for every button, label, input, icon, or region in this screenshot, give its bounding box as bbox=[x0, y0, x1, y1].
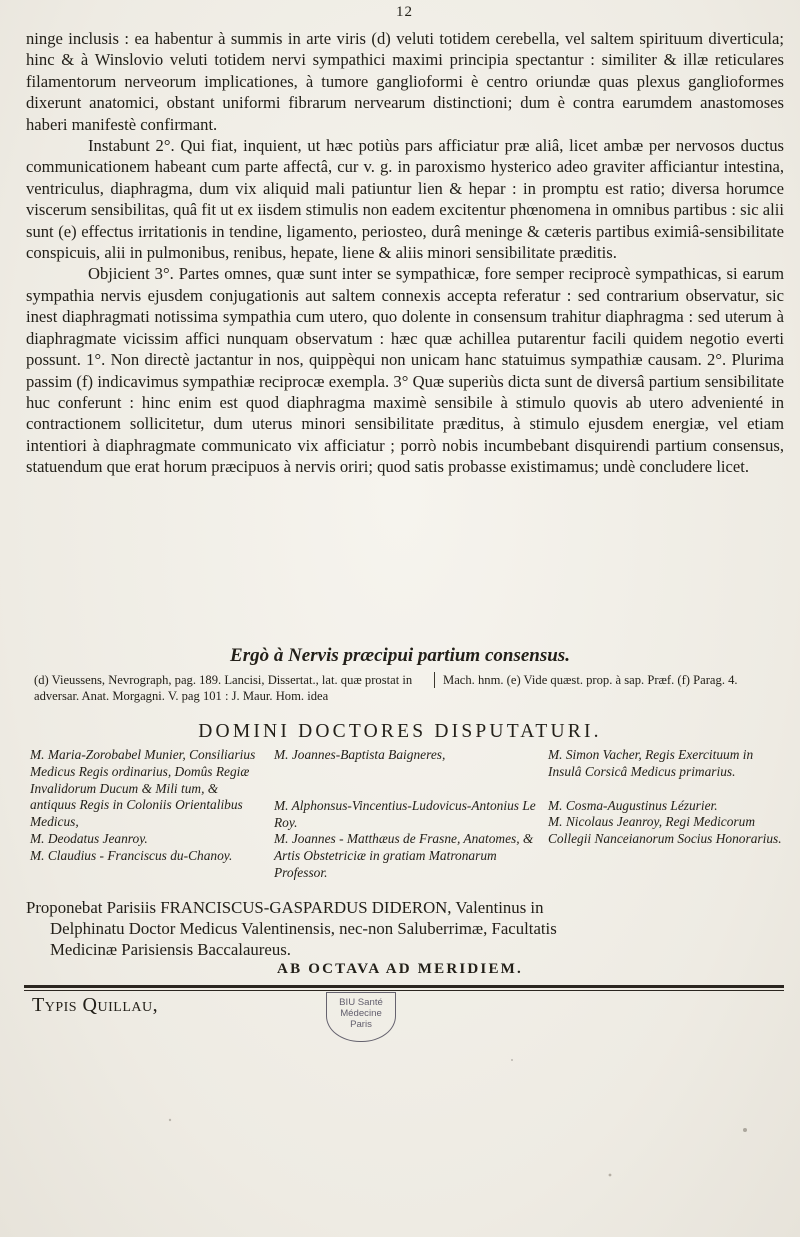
library-stamp bbox=[326, 992, 396, 1042]
doctor-entry: M. Alphonsus-Vincentius-Ludovicus-Antonius Le Roy. bbox=[274, 797, 536, 830]
doctor-entry: M. Joannes - Matthæus de Frasne, Anatomes, & Artis Obstetriciæ in gratiam Matronarum Professor. bbox=[274, 831, 534, 880]
footnote-right: Mach. hnm. (e) Vide quæst. prop. à sap. Præf. (f) Parag. 4. bbox=[434, 672, 773, 688]
doctors-banner: DOMINI DOCTORES DISPUTATURI. bbox=[198, 721, 602, 742]
stamp-line: Paris bbox=[350, 1019, 372, 1030]
divider-rule-thin bbox=[24, 990, 784, 991]
doctor-entry: M. Nicolaus Jeanroy, Regi Medicorum Collegii Nanceianorum Socius Honorarius. bbox=[548, 814, 782, 847]
doctors-column-2 bbox=[274, 747, 538, 882]
doctors-column-1 bbox=[30, 747, 266, 865]
divider-rule bbox=[24, 985, 784, 988]
stamp-line: Médecine bbox=[340, 1008, 382, 1019]
printer-imprint: Typis Quillau, bbox=[32, 994, 159, 1016]
doctor-entry: M. Simon Vacher, Regis Exercituum in Insulâ Corsicâ Medicus primarius. bbox=[548, 747, 754, 779]
page-number: 12 bbox=[396, 4, 413, 20]
doctor-entry: M. Claudius - Franciscus du-Chanoy. bbox=[30, 847, 233, 863]
conclusion-heading: Ergò à Nervis præcipui partium consensus. bbox=[230, 645, 570, 666]
proponebat-line: Proponebat Parisiis FRANCISCUS-GASPARDUS DIDERON, Valentinus in bbox=[26, 898, 544, 917]
footnote-left: (d) Vieussens, Nevrograph, pag. 189. Lancisi, Dissertat., lat. quæ prostat in adversar. Anat. Morgagni. V. pag 101 : J. Maur. Hom. idea bbox=[34, 673, 413, 704]
proponebat-line: Delphinatu Doctor Medicus Valentinensis, nec-non Saluberrimæ, Facultatis bbox=[50, 919, 557, 938]
doctor-entry: M. Cosma-Augustinus Lézurier. bbox=[548, 797, 718, 813]
doctor-entry: M. Maria-Zorobabel Munier, Consiliarius Medicus Regis ordinarius, Domûs Regiæ Invalidorum Ducum & Mili tum, & antiquus Regis in Coloniis Orientalibus Medicus, bbox=[30, 747, 256, 830]
paragraph: Objicient 3°. Partes omnes, quæ sunt inter se sympathicæ, fore semper reciprocè sympathicas, si earum sympathia nervis ejusdem conjugationis aut saltem connexis accepta referatur : sed contrarium observatur, sic inest diaphragmati notissima sympathia cum utero, quo dolente in consensum trahitur diaphragma : sed uterum à diaphragmate vicissim affici nunquam observatum : hæc quæ achillea putarentur facili quidem negotio everti possunt. 1°. Non directè jactantur in nos, quippèqui non unicam hanc statuimus sympathiæ causam. 2°. Plurima passim (f) indicavimus sympathiæ reciprocæ exempla. 3° Quæ superiùs dicta sunt de diversâ partium sensibilitate huc conferunt : hinc enim est quod diaphragma maximè sensibile à stimulo quovis ab utero advenienté in contractionem sollicitetur, dum uterus minori sensibilitate præditus, à stimulo ejusdem energiæ, vel etiam intentiori à diaphragmate communicato vix afficiatur ; porrò nobis incumbebant disquirendi partium consensus, statuendum que erat horum præcipuos à nervis oriri; quod satis probasse existimamus; undè concludere licet. bbox=[26, 264, 784, 477]
paragraph: ninge inclusis : ea habentur à summis in arte viris (d) veluti totidem cerebella, vel saltem spirituum diverticula; hinc & à Winslovio veluti totidem nervi sympathici maximi principia spectantur : similiter & illæ reticulares filamentorum nerveorum implicationes, à tumore ganglioformi è centro oriundæ quas plexus ganglioformes dixerunt anatomici, obstant uniformi fibrarum nervearum distinctioni; dum è contra earumdem anastomoses haberi manifestè confirmant. bbox=[26, 29, 784, 134]
paragraph: Instabunt 2°. Qui fiat, inquient, ut hæc potiùs pars afficiatur præ aliâ, licet ambæ per nervosos ductus communicationem habeant cum parte affectâ, cur v. g. in paroxismo hysterico adeo graviter afficiantur intestina, ventriculus, diaphragma, dum vix aliquid mali patiuntur lien & hepar : in promptu est ratio; diversa horumce viscerum sensibilitas, quâ fit ut ex iisdem stimulis non eadem excitentur phœnomena in omnibus partibus : sic alii sunt (e) effectus irritationis in tendine, ligamento, periosteo, durâ meninge & cæteris partibus eximiâ-sensibilitate conspicuis, alii in pulmonibus, renibus, hepate, liene & aliis minori sensibilitate præditis. bbox=[26, 136, 784, 263]
doctor-entry: M. Deodatus Jeanroy. bbox=[30, 830, 148, 846]
doctors-column-3 bbox=[548, 747, 786, 848]
main-text bbox=[26, 28, 784, 478]
time-line: AB OCTAVA AD MERIDIEM. bbox=[277, 961, 523, 977]
proponebat-line: Medicinæ Parisiensis Baccalaureus. bbox=[50, 940, 291, 959]
doctor-entry: M. Joannes-Baptista Baigneres, bbox=[274, 747, 446, 762]
proponebat-block bbox=[26, 897, 786, 960]
stamp-line: BIU Santé bbox=[339, 997, 383, 1008]
